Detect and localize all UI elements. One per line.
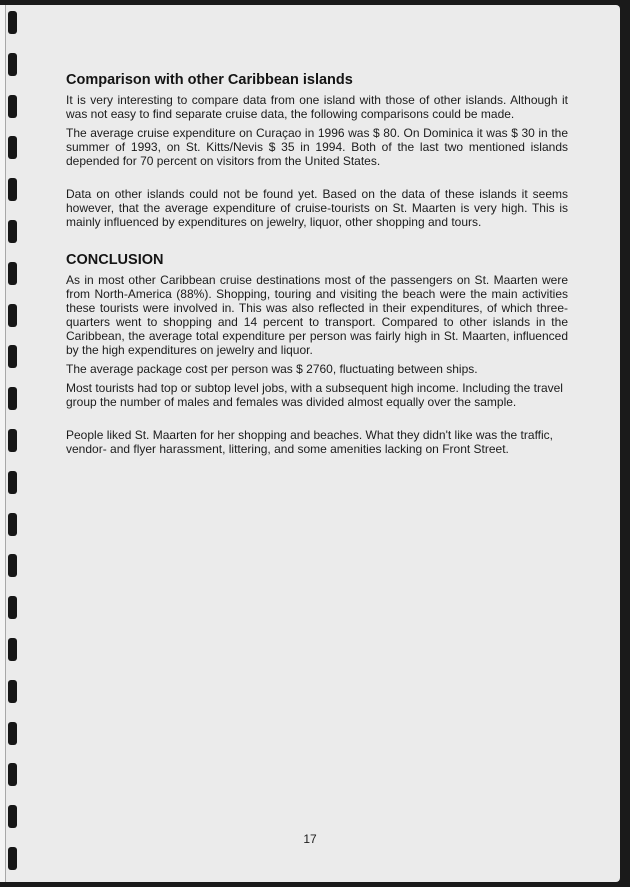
binding-hole <box>8 178 17 201</box>
binding-hole <box>8 136 17 159</box>
binding-hole <box>8 53 17 76</box>
binding-hole <box>8 220 17 243</box>
binding-hole <box>8 722 17 745</box>
binding-hole <box>8 596 17 619</box>
binding-hole <box>8 638 17 661</box>
document-page <box>0 5 620 882</box>
paragraph: The average cruise expenditure on Curaçao in 1996 was $ 80. On Dominica it was $ 30 in the summer of 1993, on St. Kitts/Nevis $ 35 in 1994. Both of the last two mentioned islands depended for 70 percent on visitors from the United States. <box>66 126 568 168</box>
binding-hole <box>8 847 17 870</box>
binding-hole <box>8 554 17 577</box>
page-content <box>66 72 568 461</box>
binding-hole <box>8 429 17 452</box>
paragraph: The average package cost per person was $ 2760, fluctuating between ships. <box>66 362 478 376</box>
binding-hole <box>8 262 17 285</box>
page-number: 17 <box>303 832 317 846</box>
binding-hole <box>8 513 17 536</box>
binding-hole <box>8 471 17 494</box>
paragraph: As in most other Caribbean cruise destinations most of the passengers on St. Maarten were from North-America (88%). Shopping, touring and visiting the beach were the main activities these tourists were involved in. This was also reflected in their expenditures, of which three-quarters went to shopping and 14 percent to transport. Compared to other islands in the Caribbean, the average total expenditure per person was fairly high in St. Maarten, influenced by the high expenditures on jewelry and liquor. <box>66 273 568 357</box>
binding-hole <box>8 680 17 703</box>
section-heading-conclusion: CONCLUSION <box>66 252 164 268</box>
binding-hole <box>8 304 17 327</box>
binding-hole <box>8 345 17 368</box>
section-heading-comparison: Comparison with other Caribbean islands <box>66 72 353 88</box>
binding-hole <box>8 805 17 828</box>
binding-hole <box>8 387 17 410</box>
paragraph: It is very interesting to compare data from one island with those of other islands. Although it was not easy to find separate cruise data, the following comparisons could be made. <box>66 93 568 121</box>
binding-edge <box>0 5 6 882</box>
binding-hole <box>8 763 17 786</box>
paragraph: Most tourists had top or subtop level jobs, with a subsequent high income. Including the travel group the number of males and females was divided almost equally over the sample. <box>66 381 563 409</box>
binding-hole <box>8 95 17 118</box>
paragraph: People liked St. Maarten for her shopping and beaches. What they didn't like was the traffic, vendor- and flyer harassment, littering, and some amenities lacking on Front Street. <box>66 428 554 456</box>
paragraph: Data on other islands could not be found yet. Based on the data of these islands it seems however, that the average expenditure of cruise-tourists on St. Maarten is very high. This is mainly influenced by expenditures on jewelry, liquor, other shopping and tours. <box>66 187 568 229</box>
binding-hole <box>8 11 17 34</box>
